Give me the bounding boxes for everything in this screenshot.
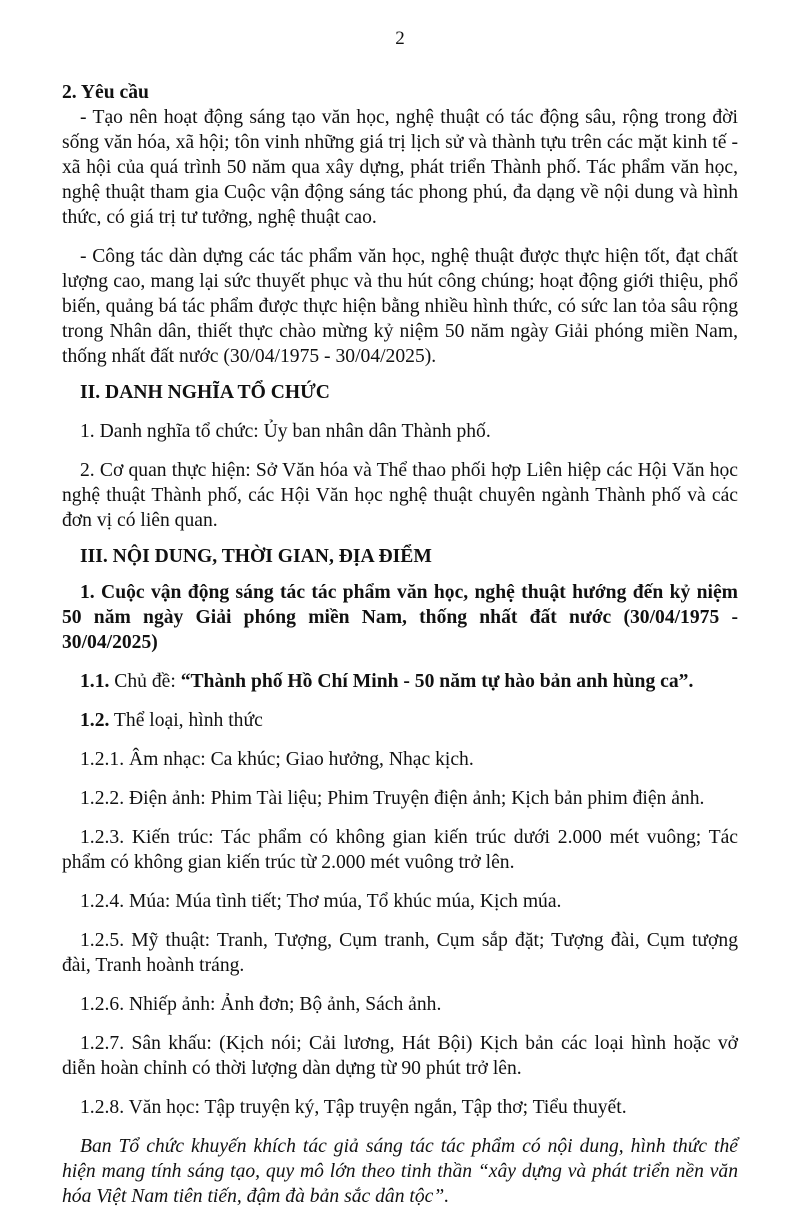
page-number: 2: [395, 28, 405, 49]
theme-text: “Thành phố Hồ Chí Minh - 50 năm tự hào bản anh hùng ca”.: [180, 671, 694, 692]
requirements-heading: 2. Yêu cầu: [62, 82, 149, 103]
genre-item-cinema: 1.2.2. Điện ảnh: Phim Tài liệu; Phim Truyện điện ảnh; Kịch bản phim điện ảnh.: [80, 788, 705, 809]
genre-item-architecture: 1.2.3. Kiến trúc: Tác phẩm có không gian kiến trúc dưới 2.000 mét vuông; Tác phẩm có không gian kiến trúc từ 2.000 mét vuông trở lên.: [62, 827, 738, 873]
genre-line: [62, 708, 738, 733]
section-iii-heading: III. NỘI DUNG, THỜI GIAN, ĐỊA ĐIỂM: [80, 546, 432, 567]
genre-item-photography: 1.2.6. Nhiếp ảnh: Ảnh đơn; Bộ ảnh, Sách ảnh.: [80, 994, 442, 1015]
section-ii-heading: II. DANH NGHĨA TỔ CHỨC: [80, 382, 330, 403]
section-ii-item-1: 1. Danh nghĩa tổ chức: Ủy ban nhân dân Thành phố.: [80, 421, 491, 442]
requirements-paragraph-2: - Công tác dàn dựng các tác phẩm văn học, nghệ thuật được thực hiện tốt, đạt chất lượng cao, mang lại sức thuyết phục và thu hút công chúng; hoạt động giới thiệu, phổ biến, quảng bá tác phẩm được thực hiện bằng nhiều hình thức, có sức lan tỏa sâu rộng trong Nhân dân, thiết thực chào mừng kỷ niệm 50 năm ngày Giải phóng miền Nam, thống nhất đất nước (30/04/1975 - 30/04/2025).: [62, 246, 738, 367]
genre-item-theatre: 1.2.7. Sân khấu: (Kịch nói; Cải lương, Hát Bội) Kịch bản các loại hình hoặc vở diễn hoàn chỉnh có thời lượng dàn dựng từ 90 phút trở lên.: [62, 1033, 738, 1079]
section-ii-item-2: 2. Cơ quan thực hiện: Sở Văn hóa và Thể thao phối hợp Liên hiệp các Hội Văn học nghệ thuật Thành phố, các Hội Văn học nghệ thuật chuyên ngành Thành phố và các đơn vị có liên quan.: [62, 460, 738, 531]
theme-line: [62, 669, 738, 694]
genre-number: 1.2.: [80, 710, 110, 731]
section-iii-subheading: 1. Cuộc vận động sáng tác tác phẩm văn học, nghệ thuật hướng đến kỷ niệm 50 năm ngày Giải phóng miền Nam, thống nhất đất nước (30/04/1975 - 30/04/2025): [62, 582, 738, 653]
genre-item-literature: 1.2.8. Văn học: Tập truyện ký, Tập truyện ngắn, Tập thơ; Tiểu thuyết.: [80, 1097, 627, 1118]
requirements-paragraph-1: - Tạo nên hoạt động sáng tạo văn học, nghệ thuật có tác động sâu, rộng trong đời sống văn hóa, xã hội; tôn vinh những giá trị lịch sử và thành tựu trên các mặt kinh tế - xã hội của quá trình 50 năm qua xây dựng, phát triển Thành phố. Tác phẩm văn học, nghệ thuật tham gia Cuộc vận động sáng tác phong phú, đa dạng về nội dung và hình thức, có giá trị tư tưởng, nghệ thuật cao.: [62, 107, 738, 228]
genre-item-music: 1.2.1. Âm nhạc: Ca khúc; Giao hưởng, Nhạc kịch.: [80, 749, 474, 770]
genre-label: Thể loại, hình thức: [109, 710, 263, 731]
genre-item-fine-arts: 1.2.5. Mỹ thuật: Tranh, Tượng, Cụm tranh, Cụm sắp đặt; Tượng đài, Cụm tượng đài, Tranh hoành tráng.: [62, 930, 738, 976]
genre-item-dance: 1.2.4. Múa: Múa tình tiết; Thơ múa, Tổ khúc múa, Kịch múa.: [80, 891, 562, 912]
theme-number: 1.1.: [80, 671, 110, 692]
organizer-note: Ban Tổ chức khuyến khích tác giả sáng tác tác phẩm có nội dung, hình thức thể hiện mang tính sáng tạo, quy mô lớn theo tinh thần “xây dựng và phát triển nền văn hóa Việt Nam tiên tiến, đậm đà bản sắc dân tộc”.: [62, 1136, 738, 1207]
theme-label: Chủ đề:: [109, 671, 181, 692]
